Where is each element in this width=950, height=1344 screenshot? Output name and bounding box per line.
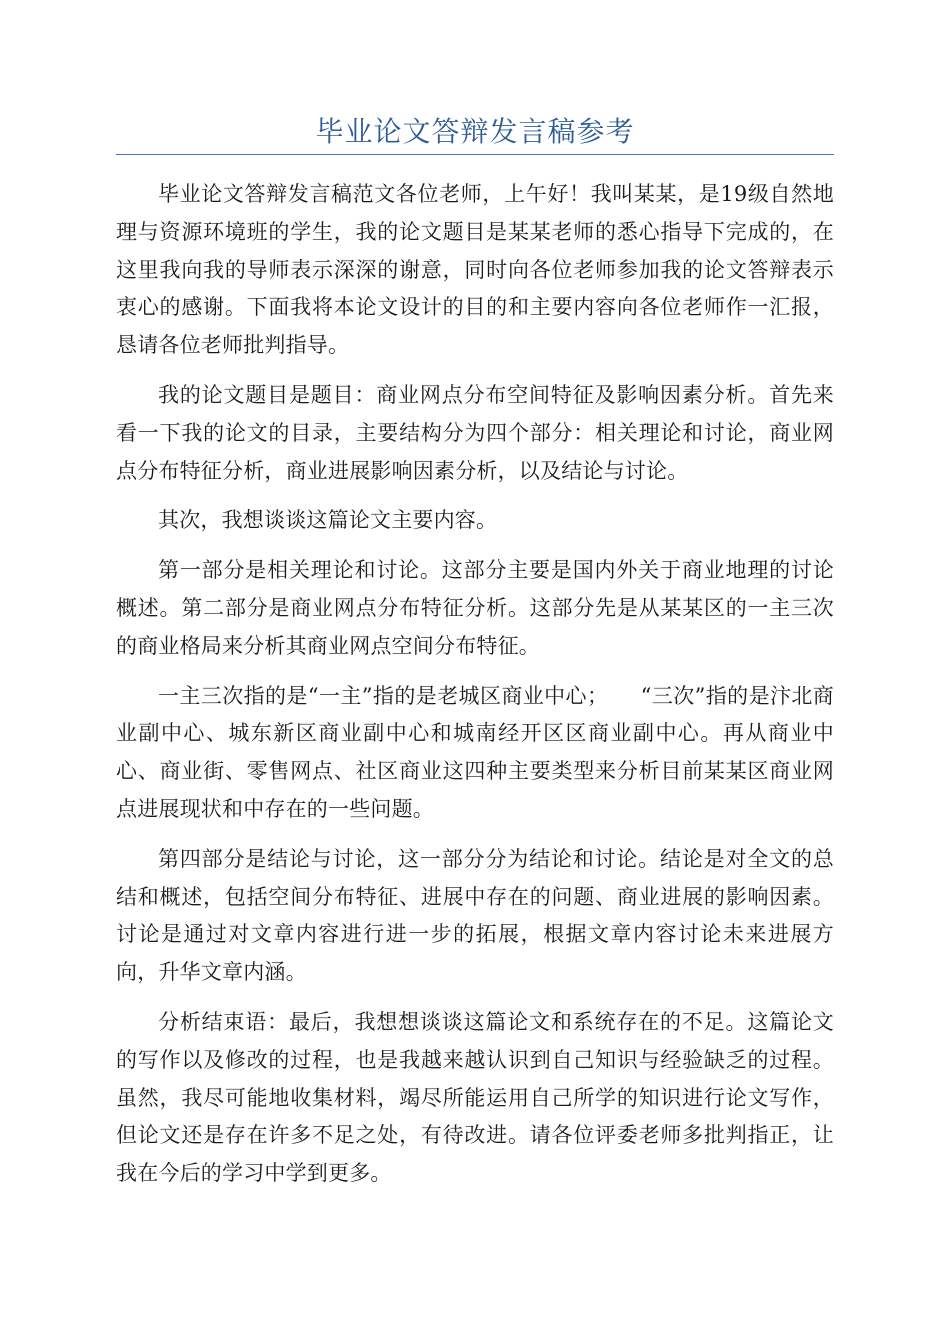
paragraph-content-intro: 其次，我想谈谈这篇论文主要内容。 [158,508,498,533]
paragraph-one-main-three-sub: 一主三次指的是“一主”指的是老城区商业中心； “三次”指的是汴北商业副中心、城东新区商业副中心和城南经开区区商业副中心。再从商业中心、商业街、零售网点、社区商业这四种主要类型来分析目前某某区商业网点进展现状和中存在的一些问题。 [116,683,834,821]
paragraph-topic: 我的论文题目是题目：商业网点分布空间特征及影响因素分析。首先来看一下我的论文的目录，主要结构分为四个部分：相关理论和讨论，商业网点分布特征分析，商业进展影响因素分析，以及结论与讨论。 [116,382,834,483]
paragraph-conclusion: 分析结束语：最后，我想想谈谈这篇论文和系统存在的不足。这篇论文的写作以及修改的过程，也是我越来越认识到自己知识与经验缺乏的过程。虽然，我尽可能地收集材料，竭尽所能运用自己所学的知识进行论文写作，但论文还是存在许多不足之处，有待改进。请各位评委老师多批判指正，让我在今后的学习中学到更多。 [116,1009,834,1186]
document-body [116,176,834,1205]
paragraph-greeting: 毕业论文答辩发言稿范文各位老师，上午好！我叫某某，是19级自然地理与资源环境班的学生，我的论文题目是某某老师的悉心指导下完成的，在这里我向我的导师表示深深的谢意，同时向各位老师参加我的论文答辩表示衷心的感谢。下面我将本论文设计的目的和主要内容向各位老师作一汇报，恳请各位老师批判指导。 [116,182,834,358]
document-title: 毕业论文答辩发言稿参考 [315,115,635,148]
title-underline [116,154,834,155]
paragraph-part-four: 第四部分是结论与讨论，这一部分分为结论和讨论。结论是对全文的总结和概述，包括空间分布特征、进展中存在的问题、商业进展的影响因素。讨论是通过对文章内容进行进一步的拓展，根据文章内容讨论未来进展方向，升华文章内涵。 [116,846,834,985]
paragraph-part-one: 第一部分是相关理论和讨论。这部分主要是国内外关于商业地理的讨论概述。第二部分是商业网点分布特征分析。这部分先是从某某区的一主三次的商业格局来分析其商业网点空间分布特征。 [116,558,834,658]
